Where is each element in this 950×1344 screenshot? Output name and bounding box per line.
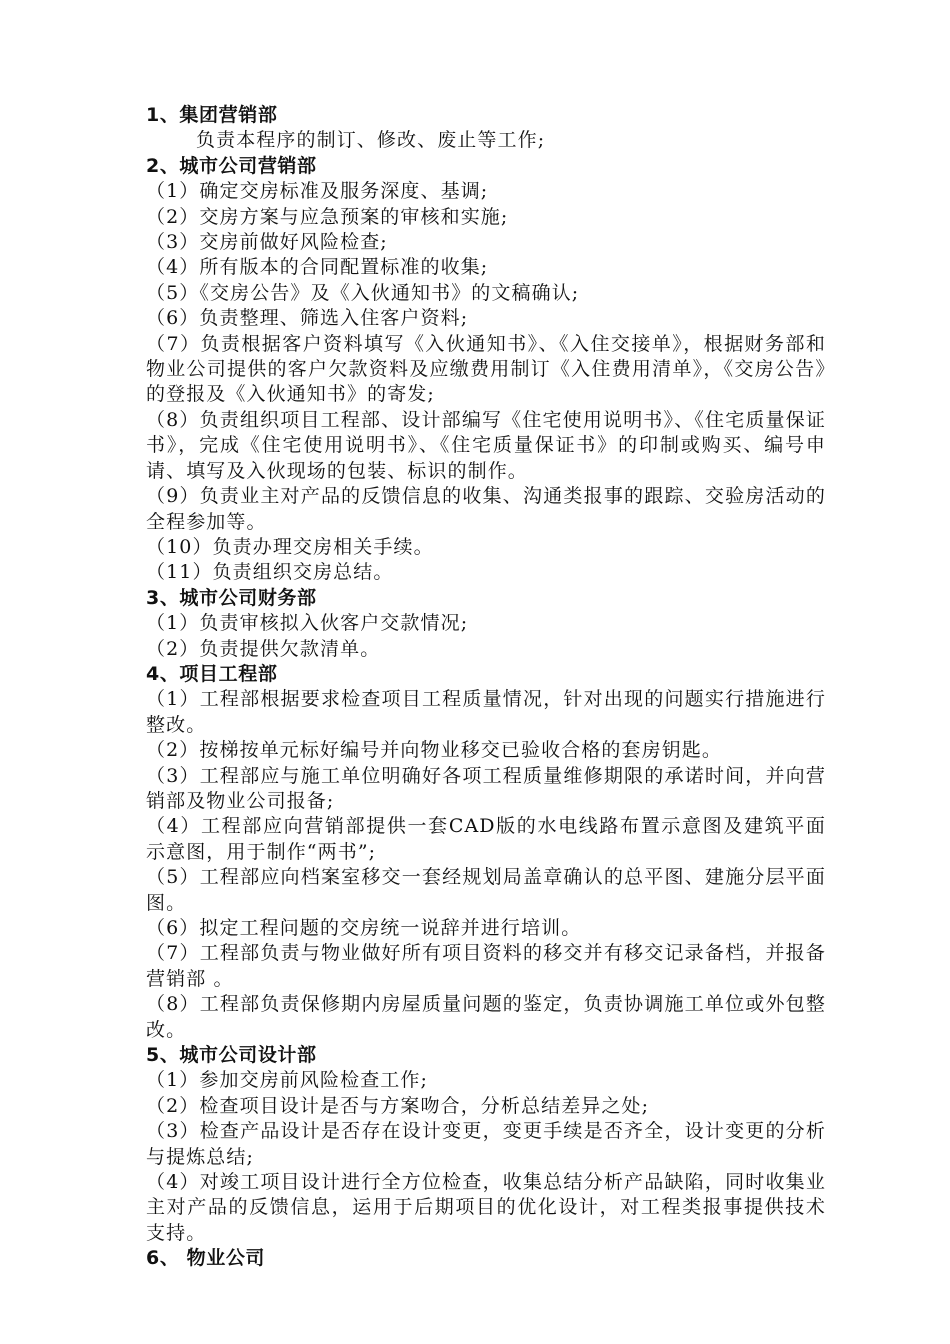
section-item: （3）检查产品设计是否存在设计变更，变更手续是否齐全，设计变更的分析与提炼总结; [146,1120,826,1168]
section-project-engineering [146,662,826,1043]
section-item: （3）工程部应与施工单位明确好各项工程质量维修期限的承诺时间，并向营销部及物业公司报备; [146,764,826,812]
section-item: （8）负责组织项目工程部、设计部编写《住宅使用说明书》、《住宅质量保证书》，完成《住宅使用说明书》、《住宅质量保证书》的印制或购买、编号申请、填写及入伙现场的包装、标识的制作。 [146,408,826,482]
section-item: （2）检查项目设计是否与方案吻合，分析总结差异之处; [146,1094,650,1117]
document-page [146,103,826,1272]
section-item: （1）确定交房标准及服务深度、基调; [146,180,489,203]
section-heading: 3、城市公司财务部 [146,586,317,609]
section-item: （4）所有版本的合同配置标准的收集; [146,256,489,279]
section-item: （7）负责根据客户资料填写《入伙通知书》、《入住交接单》，根据财务部和物业公司提供的客户欠款资料及应缴费用制订《入住费用清单》，《交房公告》的登报及《入伙通知书》的寄发; [146,332,826,406]
section-city-marketing [146,154,826,586]
section-item: （1）工程部根据要求检查项目工程质量情况，针对出现的问题实行措施进行整改。 [146,688,826,736]
section-item: （9）负责业主对产品的反馈信息的收集、沟通类报事的跟踪、交验房活动的全程参加等。 [146,485,826,533]
section-item: （4）工程部应向营销部提供一套CAD版的水电线路布置示意图及建筑平面示意图，用于制作“两书”; [146,815,826,863]
section-item: （5）工程部应向档案室移交一套经规划局盖章确认的总平图、建施分层平面图。 [146,866,826,914]
section-item: （10）负责办理交房相关手续。 [146,535,434,558]
section-item: （4）对竣工项目设计进行全方位检查，收集总结分析产品缺陷，同时收集业主对产品的反馈信息，运用于后期项目的优化设计，对工程类报事提供技术支持。 [146,1171,826,1244]
section-item: （8）工程部负责保修期内房屋质量问题的鉴定，负责协调施工单位或外包整改。 [146,993,826,1041]
section-heading: 4、项目工程部 [146,662,278,685]
section-item: （2）按梯按单元标好编号并向物业移交已验收合格的套房钥匙。 [146,739,722,762]
section-city-finance [146,586,826,662]
section-city-design [146,1043,826,1246]
section-heading: 6、 物业公司 [146,1247,266,1270]
section-item: （11）负责组织交房总结。 [146,561,394,584]
section-item: （5）《交房公告》及《入伙通知书》的文稿确认; [146,281,580,304]
section-heading: 2、城市公司营销部 [146,154,317,177]
section-item: 负责本程序的制订、修改、废止等工作; [196,129,546,152]
section-heading: 1、集团营销部 [146,104,278,126]
section-heading: 5、城市公司设计部 [146,1044,317,1067]
section-item: （2）交房方案与应急预案的审核和实施; [146,205,509,228]
section-item: （6）拟定工程问题的交房统一说辞并进行培训。 [146,917,582,939]
section-item: （1）负责审核拟入伙客户交款情况; [146,612,469,635]
section-property-company [146,1246,826,1271]
section-item: （1）参加交房前风险检查工作; [146,1069,428,1092]
section-group-marketing [146,103,826,154]
section-item: （2）负责提供欠款清单。 [146,637,381,660]
section-item: （7）工程部负责与物业做好所有项目资料的移交并有移交记录备档，并报备营销部 。 [146,942,826,990]
section-item: （3）交房前做好风险检查; [146,231,388,254]
section-item: （6）负责整理、筛选入住客户资料; [146,307,469,330]
